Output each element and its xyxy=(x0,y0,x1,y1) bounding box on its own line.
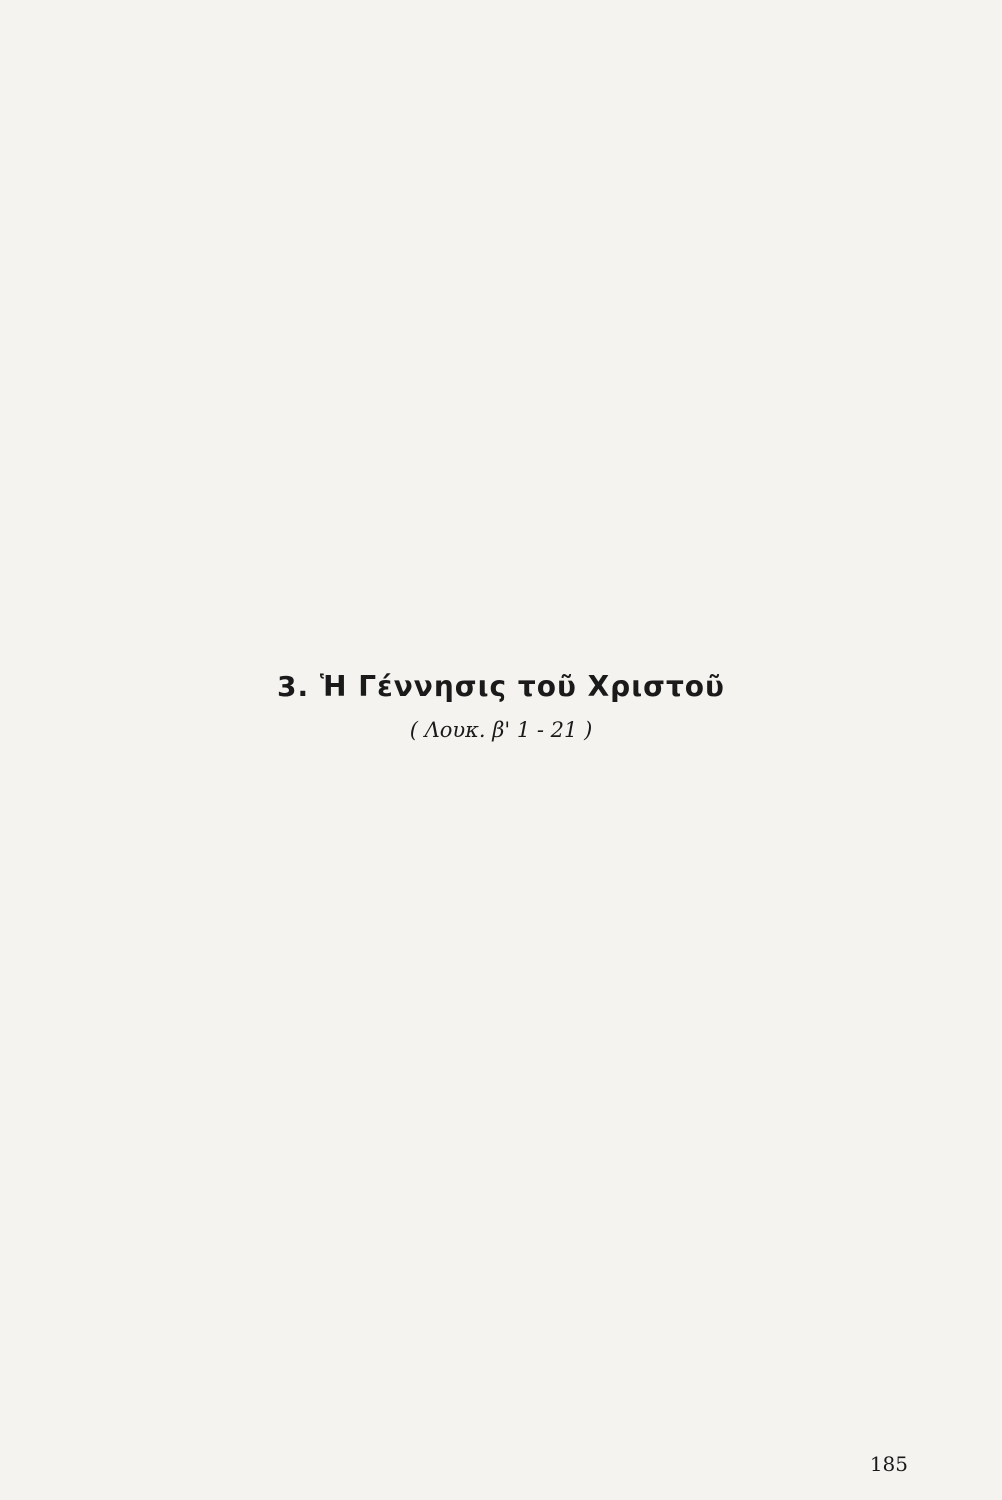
section-heading: 3. Ἡ Γέννησις τοῦ Χριστοῦ xyxy=(277,670,725,703)
page-number: 185 xyxy=(869,1452,908,1476)
section-reference: ( Λουκ. β' 1 - 21 ) xyxy=(409,718,593,742)
